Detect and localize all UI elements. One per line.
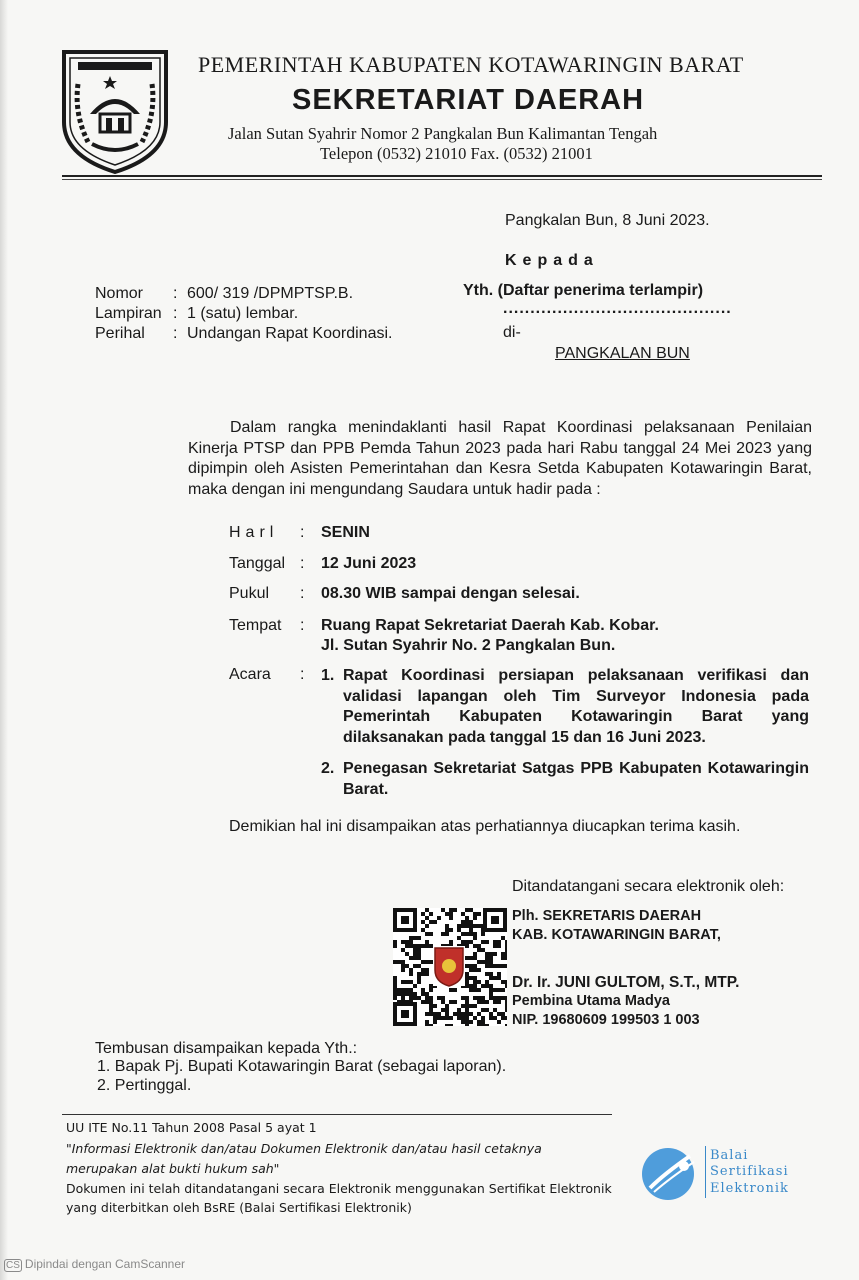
hari-label: Harl [229,524,279,541]
letterhead-rule-thin [62,179,822,180]
tanggal-colon: : [300,555,305,572]
footer-note-1: Dokumen ini telah ditandatangani secara Elektronik menggunakan Sertifikat Elektronik [66,1181,612,1196]
tempat-label: Tempat [229,617,282,634]
kotawaringin-barat-coat-of-arms-icon [60,44,170,174]
scanner-watermark [4,1257,185,1272]
perihal-label: Perihal [95,325,145,342]
recipient-dots: .......................................... [503,300,732,317]
lampiran-label: Lampiran [95,305,162,322]
signed-by-label: Ditandatangani secara elektronik oleh: [512,878,785,895]
di-label: di- [503,324,521,341]
closing-sentence: Demikian hal ini disampaikan atas perhatiannya diucapkan terima kasih. [229,818,741,835]
bsre-logo-icon [640,1144,700,1202]
office-phone: Telepon (0532) 21010 Fax. (0532) 21001 [320,144,593,163]
perihal-value: Undangan Rapat Koordinasi. [187,325,393,342]
acara-colon: : [300,666,305,683]
bsre-text-2: Sertifikasi [710,1164,789,1179]
signer-position-2: KAB. KOTAWARINGIN BARAT, [512,927,721,943]
agenda-item [321,666,809,748]
footer-note-2: yang diterbitkan oleh BsRE (Balai Sertifikasi Elektronik) [66,1200,412,1215]
nomor-colon: : [173,285,178,302]
hari-colon: : [300,524,305,541]
signer-rank: Pembina Utama Madya [512,993,670,1009]
invitation-paragraph: Dalam rangka menindaklanti hasil Rapat Koordinasi pelaksanaan Penilaian Kinerja PTSP dan PPB Pemda Tahun 2023 pada hari Rabu tanggal 24 Mei 2023 yang dipimpin oleh Asisten Pemerintahan dan Kesra Setda Kabupaten Kotawaringin Barat, maka dengan ini mengundang Saudara untuk hadir pada : [188,419,812,498]
qr-code-icon [393,908,507,1026]
tempat-value-1: Ruang Rapat Sekretariat Daerah Kab. Kobar. [321,617,659,634]
agenda-text: Rapat Koordinasi persiapan pelaksanaan verifikasi dan validasi lapangan oleh Tim Surveyor Indonesia pada Pemerintah Kabupaten Kotawaringin Barat yang dilaksanakan pada tanggal 15 dan 16 Juni 2023. [343,667,809,746]
pukul-value: 08.30 WIB sampai dengan selesai. [321,585,580,602]
recipient-city: PANGKALAN BUN [555,345,690,362]
tanggal-label: Tanggal [229,555,286,572]
footer-quote-2: merupakan alat bukti hukum sah" [66,1161,280,1176]
footer-law: UU ITE No.11 Tahun 2008 Pasal 5 ayat 1 [66,1120,317,1135]
acara-label: Acara [229,666,271,683]
nomor-value: 600/ 319 /DPMPTSP.B. [187,285,354,302]
signer-position-1: Plh. SEKRETARIS DAERAH [512,908,702,924]
tempat-colon: : [300,617,305,634]
lampiran-value: 1 (satu) lembar. [187,305,299,322]
tempat-value-2: Jl. Sutan Syahrir No. 2 Pangkalan Bun. [321,637,616,654]
tembusan-item: 2. Pertinggal. [97,1077,192,1094]
pukul-colon: : [300,585,305,602]
signer-nip: NIP. 19680609 199503 1 003 [512,1012,700,1028]
signer-name: Dr. Ir. JUNI GULTOM, S.T., MTP. [512,974,740,991]
pukul-label: Pukul [229,585,270,602]
agenda-item [321,759,809,800]
office-name: SEKRETARIAT DAERAH [292,84,645,116]
nomor-label: Nomor [95,285,144,302]
bsre-text-1: Balai [710,1148,749,1163]
kepada-label: Kepada [505,252,599,269]
agenda-text: Penegasan Sekretariat Satgas PPB Kabupaten Kotawaringin Barat. [343,760,809,798]
letterhead-rule [62,175,822,177]
place-date: Pangkalan Bun, 8 Juni 2023. [505,212,710,229]
government-name: PEMERINTAH KABUPATEN KOTAWARINGIN BARAT [198,52,744,77]
tembusan-title: Tembusan disampaikan kepada Yth.: [95,1040,358,1057]
bsre-text-3: Elektronik [710,1181,789,1196]
agenda-number: 1. [321,667,335,684]
agenda-number: 2. [321,760,335,777]
hari-value: SENIN [321,524,370,541]
office-address: Jalan Sutan Syahrir Nomor 2 Pangkalan Bun Kalimantan Tengah [228,124,658,143]
camscanner-badge: CS [6,1260,20,1271]
bsre-divider [705,1146,706,1198]
lampiran-colon: : [173,305,178,322]
perihal-colon: : [173,325,178,342]
scanner-text: Dipindai dengan CamScanner [24,1257,186,1271]
footer-quote-1: "Informasi Elektronik dan/atau Dokumen Elektronik dan/atau hasil cetaknya [66,1141,542,1156]
footer-rule [62,1114,612,1115]
recipient: Yth. (Daftar penerima terlampir) [463,282,704,299]
scan-edge-shadow [0,0,8,1280]
tembusan-item: 1. Bapak Pj. Bupati Kotawaringin Barat (sebagai laporan). [97,1058,507,1075]
tanggal-value: 12 Juni 2023 [321,555,417,572]
